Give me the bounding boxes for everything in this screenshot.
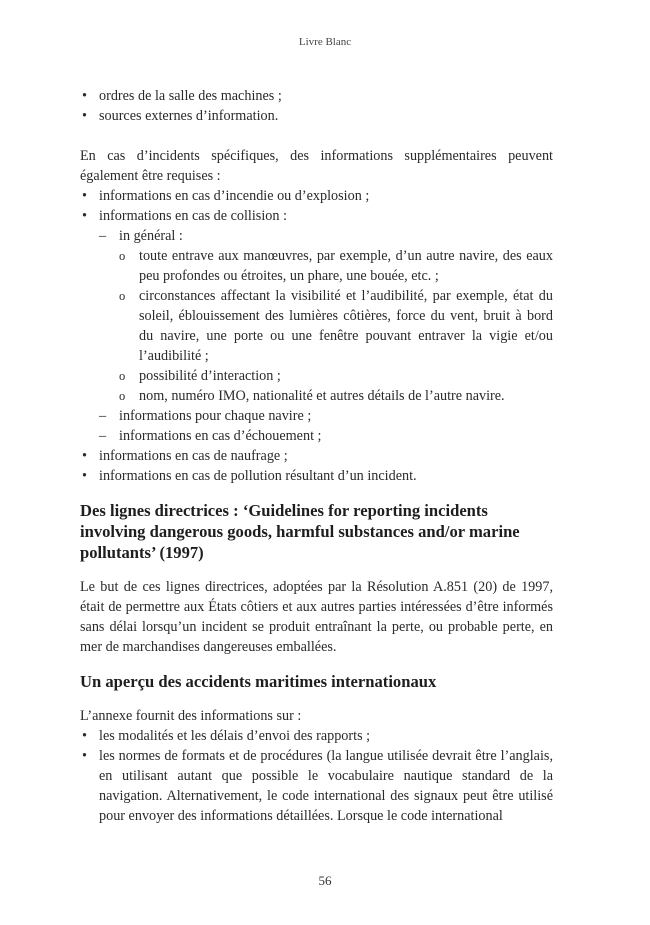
dash-marker: –: [99, 428, 107, 444]
list-item: [80, 86, 553, 106]
section-heading: Des lignes directrices : ‘Guidelines for reporting incidents involving dangerous goods, harmful substances and/or marine pollutants’ (1997): [80, 501, 520, 562]
sub-sub-list-item: [80, 286, 553, 366]
list-item-text: informations en cas d’échouement ;: [119, 428, 322, 444]
list-item-text: nom, numéro IMO, nationalité et autres détails de l’autre navire.: [139, 388, 505, 404]
sub-sub-list-item: [80, 246, 553, 286]
list-item-text: in général :: [119, 228, 183, 244]
list-item-text: informations en cas d’incendie ou d’explosion ;: [99, 188, 370, 204]
list-item-text: informations pour chaque navire ;: [119, 408, 312, 424]
page-body: [80, 86, 553, 826]
dash-marker: –: [99, 408, 107, 424]
list-item-text: toute entrave aux manœuvres, par exemple, d’un autre navire, des eaux peu profondes ou étroites, un phare, une bouée, etc. ;: [139, 248, 553, 284]
section-heading: Un aperçu des accidents maritimes internationaux: [80, 672, 437, 691]
spacer: [80, 657, 553, 671]
sub-sub-list-item: [80, 386, 553, 406]
list-item-text: les normes de formats et de procédures (la langue utilisée devrait être l’anglais, en utilisant autant que possible le vocabulaire nautique standard de la navigation. Alternativement, le code international des signaux peut être utilisé pour envoyer des informations détaillées. Lorsque le code international: [99, 748, 553, 824]
sub-list-item: [80, 226, 553, 246]
sub-list-item: [80, 426, 553, 446]
list-item: [80, 726, 553, 746]
list-item-text: possibilité d’interaction ;: [139, 368, 281, 384]
list-item-text: circonstances affectant la visibilité et l’audibilité, par exemple, état du soleil, éblouissement des lumières côtières, force du vent, bruit à bord du navire, une porte ou une fenêtre pouvant entraver la vigie et/ou l’audibilité ;: [139, 288, 553, 364]
list-item-text: sources externes d’information.: [99, 108, 279, 124]
paragraph: En cas d’incidents spécifiques, des informations supplémentaires peuvent également être requises :: [80, 148, 553, 184]
spacer: [80, 486, 553, 500]
list-item: [80, 466, 553, 486]
paragraph: L’annexe fournit des informations sur :: [80, 708, 302, 724]
bullet-marker: •: [82, 108, 87, 124]
circle-marker: o: [119, 289, 126, 303]
spacer: [80, 692, 553, 706]
running-header: Livre Blanc: [298, 36, 352, 48]
bullet-marker: •: [82, 208, 87, 224]
list-item-text: informations en cas de pollution résultant d’un incident.: [99, 468, 417, 484]
list-item-text: ordres de la salle des machines ;: [99, 88, 282, 104]
circle-marker: o: [119, 249, 126, 263]
circle-marker: o: [119, 369, 126, 383]
paragraph: Le but de ces lignes directrices, adoptées par la Résolution A.851 (20) de 1997, était de permettre aux États côtiers et aux autres parties intéressées d’être informés sans délai lorsqu’un incident se produit entraînant la perte, ou probable perte, en mer de marchandises dangereuses emballées.: [80, 579, 553, 655]
list-item-text: informations en cas de naufrage ;: [99, 448, 288, 464]
bullet-marker: •: [82, 468, 87, 484]
list-item: [80, 186, 553, 206]
page-number: 56: [318, 873, 332, 888]
list-item-text: les modalités et les délais d’envoi des rapports ;: [99, 728, 371, 744]
list-item: [80, 446, 553, 466]
dash-marker: –: [99, 228, 107, 244]
spacer: [80, 126, 553, 146]
bullet-marker: •: [82, 728, 87, 744]
list-item: [80, 106, 553, 126]
list-item: [80, 206, 553, 226]
bullet-marker: •: [82, 188, 87, 204]
bullet-marker: •: [82, 88, 87, 104]
bullet-marker: •: [82, 448, 87, 464]
spacer: [80, 563, 553, 577]
list-item-text: informations en cas de collision :: [99, 208, 287, 224]
circle-marker: o: [119, 389, 126, 403]
bullet-marker: •: [82, 748, 87, 764]
sub-list-item: [80, 406, 553, 426]
sub-sub-list-item: [80, 366, 553, 386]
list-item: [80, 746, 553, 826]
